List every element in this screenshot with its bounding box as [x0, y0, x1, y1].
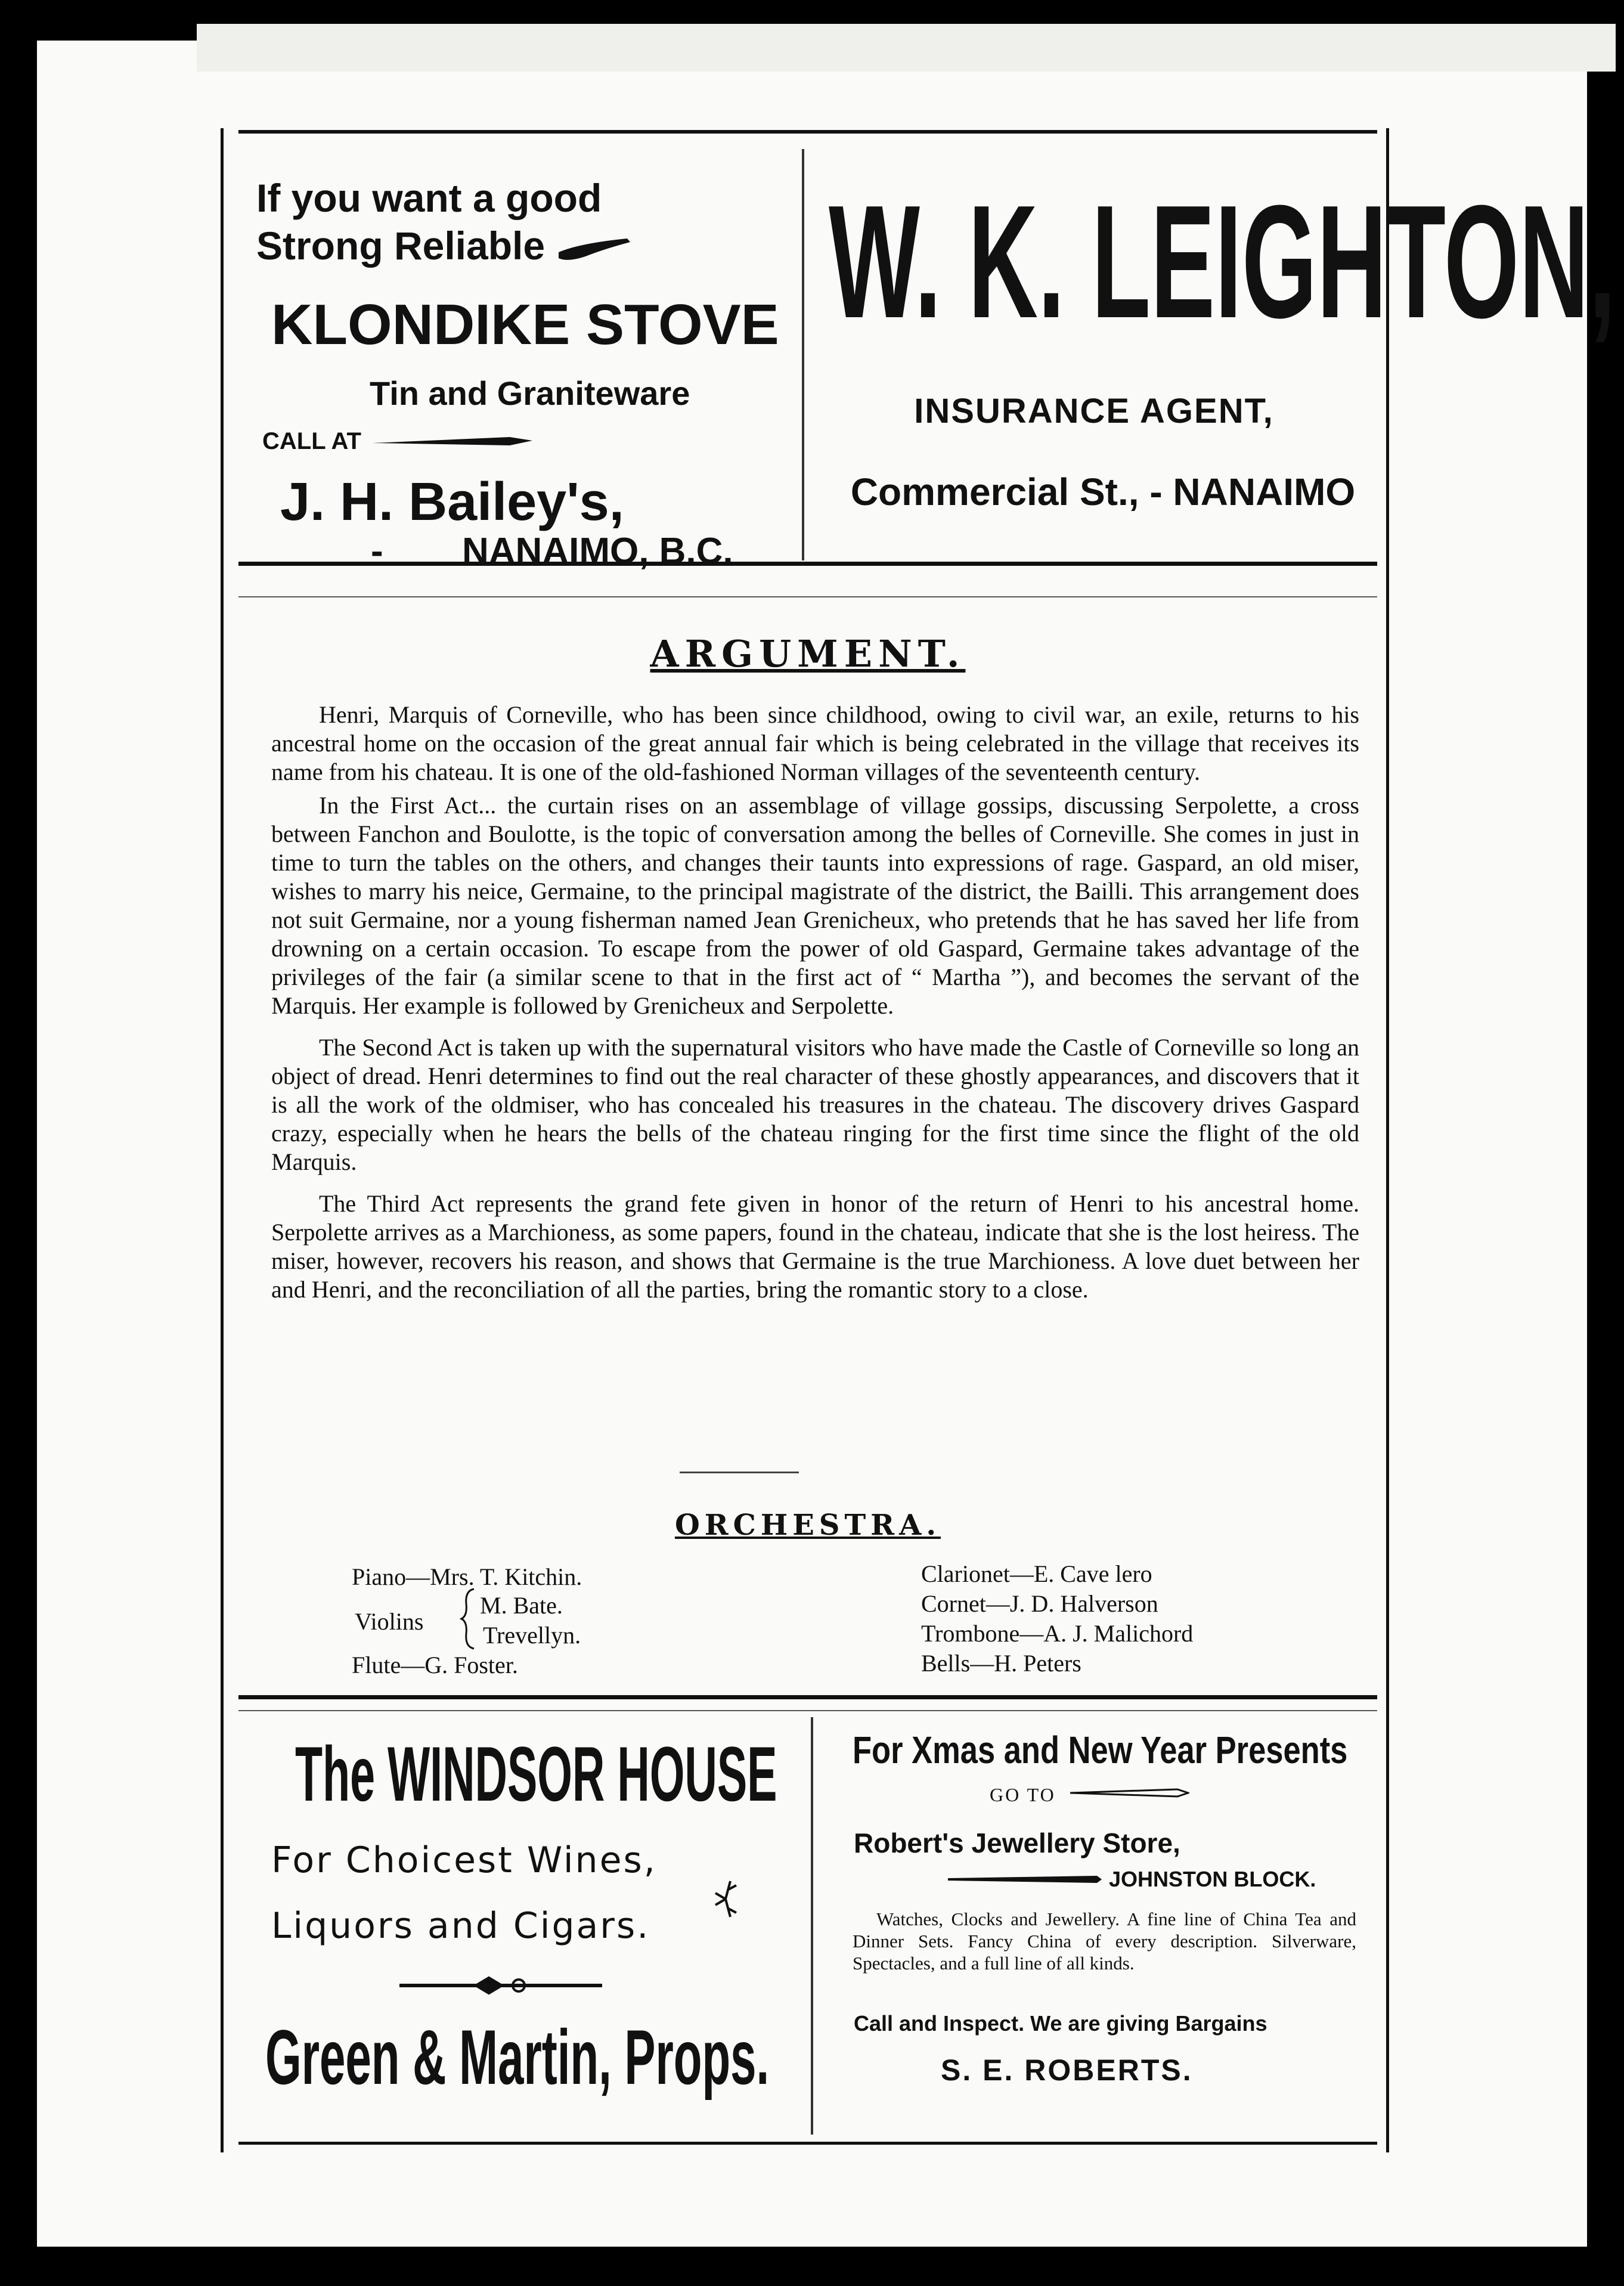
violins-label: Violins: [355, 1608, 424, 1635]
footer-ads-top-rule: [238, 1695, 1377, 1699]
bells-credit: Bells—H. Peters: [921, 1650, 1081, 1677]
underlying-sheet-edge: [197, 24, 1616, 72]
violin-1: M. Bate.: [480, 1592, 563, 1619]
argument-paragraph-1: Henri, Marquis of Corneville, who has been since childhood, owing to civil war, an exile, returns to his ancestral home on the occasion of the great annual fair which is being celebrated in the village that receives its name from his chateau. It is one of the old-fashioned Norman villages of the seventeenth century.: [271, 701, 1359, 785]
footer-ads-top-rule-thin: [238, 1710, 1377, 1711]
roberts-goto: GO TO: [990, 1784, 1056, 1805]
argument-paragraph-3: The Second Act is taken up with the supernatural visitors who have made the Castle of Corneville so long an object of dread. Henri determines to find out the real character of these ghostly appearances, and discovers that it is all the work of the oldmiser, who has concealed his treasures in the chateau. The discovery drives Gaspard crazy, especially when he hears the bells of the chateau ringing for the first time since the flight of the old Marquis.: [271, 1034, 1359, 1175]
argument-heading: ARGUMENT.: [650, 632, 966, 676]
brace-mark: [459, 1586, 477, 1652]
ornament-divider: [399, 1974, 602, 1997]
pointer-line-icon-3: [948, 1872, 1103, 1887]
roberts-body: Watches, Clocks and Jewellery. A fine line of China Tea and Dinner Sets. Fancy China of every description. Silverware, Spectacles, and a full line of all kinds.: [853, 1909, 1356, 1974]
klondike-line2: Strong Reliable: [256, 224, 546, 268]
dash-mark: -: [371, 531, 383, 572]
violin-2: Trevellyn.: [483, 1622, 581, 1649]
decorative-sprig-icon: [712, 1878, 742, 1920]
leighton-name: W. K. LEIGHTON,: [829, 172, 1616, 352]
roberts-block: JOHNSTON BLOCK.: [1109, 1867, 1316, 1891]
clarionet-credit: Clarionet—E. Cave lero: [921, 1560, 1152, 1587]
leighton-title: INSURANCE AGENT,: [914, 392, 1274, 430]
klondike-sub: Tin and Graniteware: [370, 374, 690, 412]
pointer-line-icon: [373, 432, 534, 450]
roberts-proprietor: S. E. ROBERTS.: [941, 2053, 1193, 2087]
ads-bottom-rule-thin: [238, 596, 1377, 597]
argument-paragraph-2: In the First Act... the curtain rises on an assemblage of village gossips, discussing Serpolette, a cross between Fanchon and Boulotte, is the topic of conversation among the belles of Corneville. She comes in just in time to turn the tables on the others, and changes their taunts into expressions of rage. Gaspard, an old miser, wishes to marry his neice, Germaine, to the principal magistrate of the district, the Bailli. This arrangement does not suit Germaine, nor a young fisherman named Jean Grenicheux, who pretends that he has saved her life from drowning on a certain occasion. To escape from the power of old Gaspard, Germaine takes advantage of the privileges of the fair (a similar scene to that in the first act of “ Martha ”), and becomes the servant of the Marquis. Her example is followed by Grenicheux and Serpolette.: [271, 792, 1359, 1019]
windsor-props: Green & Martin, Props.: [265, 2014, 770, 2101]
klondike-line1: If you want a good: [256, 176, 602, 220]
trombone-credit: Trombone—A. J. Malichord: [921, 1620, 1194, 1647]
windsor-line2: Liquors and Cigars.: [271, 1905, 650, 1947]
pointing-hand-icon: [556, 231, 633, 267]
windsor-name: The WINDSOR HOUSE: [295, 1730, 777, 1817]
klondike-city: NANAIMO, B.C.: [462, 531, 733, 572]
pointer-line-icon-2: [1070, 1786, 1189, 1800]
roberts-store: Robert's Jewellery Store,: [854, 1827, 1180, 1858]
flute-credit: Flute—G. Foster.: [352, 1652, 518, 1678]
section-divider: [680, 1472, 799, 1473]
klondike-dealer: J. H. Bailey's,: [280, 472, 624, 532]
windsor-line1: For Choicest Wines,: [271, 1839, 657, 1881]
top-ads-divider: [802, 149, 804, 560]
klondike-call: CALL AT: [262, 428, 361, 454]
klondike-product: KLONDIKE STOVE: [271, 293, 779, 357]
top-rule: [238, 130, 1377, 134]
cornet-credit: Cornet—J. D. Halverson: [921, 1590, 1158, 1617]
leighton-address: Commercial St., - NANAIMO: [850, 470, 1356, 513]
orchestra-heading: ORCHESTRA.: [674, 1508, 941, 1542]
piano-credit: Piano—Mrs. T. Kitchin.: [352, 1563, 582, 1590]
argument-paragraph-4: The Third Act represents the grand fete given in honor of the return of Henri to his ancestral home. Serpolette arrives as a Marchioness, as some papers, found in the chateau, indicate that she is the lost heiress. The miser, however, recovers his reason, and shows that Germaine is the true Marchioness. A love duet between her and Henri, and the reconciliation of all the parties, bring the romantic story to a close.: [271, 1190, 1359, 1303]
roberts-headline: For Xmas and New Year Presents: [853, 1729, 1348, 1771]
bottom-rule: [238, 2142, 1377, 2145]
roberts-cta: Call and Inspect. We are giving Bargains: [854, 2011, 1267, 2036]
